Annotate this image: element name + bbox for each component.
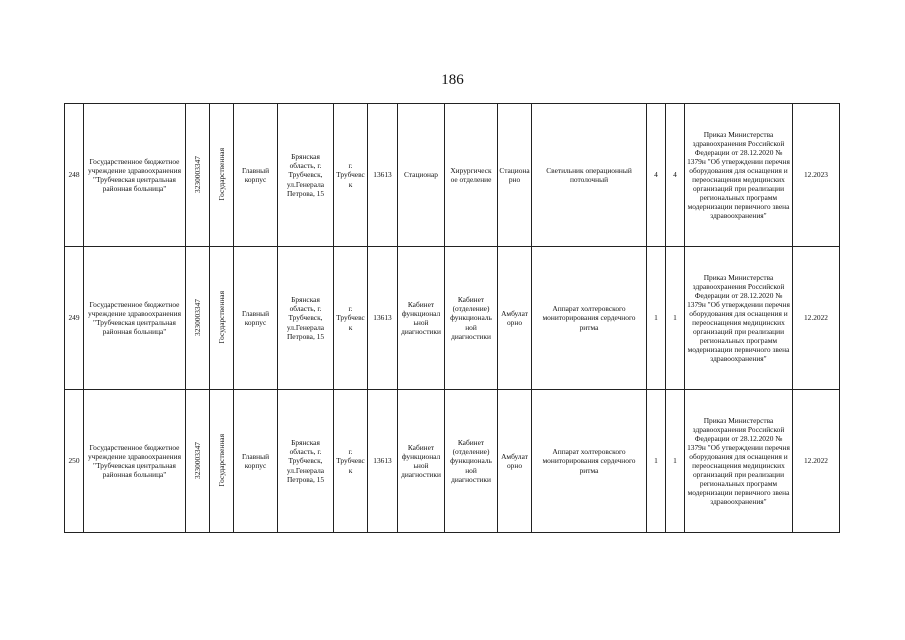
page-number: 186 — [441, 72, 464, 88]
settlement-code: 13613 — [368, 104, 398, 247]
address: Брянская область, г. Трубчевск, ул.Генерала Петрова, 15 — [278, 247, 334, 390]
row-number: 249 — [65, 247, 84, 390]
inn-code: 3230003347 — [192, 155, 202, 193]
quantity-1: 4 — [647, 104, 666, 247]
ownership-type: Государственная — [216, 433, 226, 487]
inn-cell — [186, 247, 210, 390]
due-date: 12.2022 — [793, 390, 840, 533]
quantity-1: 1 — [647, 247, 666, 390]
city: г. Трубчевс к — [334, 390, 368, 533]
row-number: 248 — [65, 104, 84, 247]
city: г. Трубчевс к — [334, 104, 368, 247]
institution-name: Государственное бюджетное учреждение здравоохранения "Трубчевская центральная районная больница" — [84, 390, 186, 533]
ownership-cell — [210, 104, 234, 247]
care-type: Стациона рно — [498, 104, 532, 247]
regulation-order: Приказ Министерства здравоохранения Российской Федерации от 28.12.2020 № 1379н "Об утверждении перечня оборудования для оснащения и переоснащения медицинских организаций при реализации региональных программ модернизации первичного звена здравоохранения" — [685, 104, 793, 247]
building: Главный корпус — [234, 390, 278, 533]
ownership-cell — [210, 247, 234, 390]
quantity-2: 1 — [666, 247, 685, 390]
building: Главный корпус — [234, 247, 278, 390]
inn-cell — [186, 390, 210, 533]
row-number: 250 — [65, 390, 84, 533]
settlement-code: 13613 — [368, 390, 398, 533]
care-type: Амбулат орно — [498, 247, 532, 390]
table-row — [65, 104, 840, 247]
regulation-order: Приказ Министерства здравоохранения Российской Федерации от 28.12.2020 № 1379н "Об утверждении перечня оборудования для оснащения и переоснащения медицинских организаций при реализации региональных программ модернизации первичного звена здравоохранения" — [685, 390, 793, 533]
ownership-type: Государственная — [216, 147, 226, 201]
equipment-name: Светильник операционный потолочный — [532, 104, 647, 247]
settlement-code: 13613 — [368, 247, 398, 390]
institution-name: Государственное бюджетное учреждение здравоохранения "Трубчевская центральная районная больница" — [84, 104, 186, 247]
unit-type: Кабинет функционал ьной диагностики — [398, 247, 445, 390]
ownership-type: Государственная — [216, 290, 226, 344]
ownership-cell — [210, 390, 234, 533]
inn-code: 3230003347 — [192, 298, 202, 336]
inn-code: 3230003347 — [192, 441, 202, 479]
quantity-2: 4 — [666, 104, 685, 247]
institution-name: Государственное бюджетное учреждение здравоохранения "Трубчевская центральная районная больница" — [84, 247, 186, 390]
unit-type: Стационар — [398, 104, 445, 247]
city: г. Трубчевс к — [334, 247, 368, 390]
due-date: 12.2022 — [793, 247, 840, 390]
quantity-2: 1 — [666, 390, 685, 533]
unit-type: Кабинет функционал ьной диагностики — [398, 390, 445, 533]
equipment-name: Аппарат холтеровского мониторирования сердечного ритма — [532, 247, 647, 390]
building: Главный корпус — [234, 104, 278, 247]
regulation-order: Приказ Министерства здравоохранения Российской Федерации от 28.12.2020 № 1379н "Об утверждении перечня оборудования для оснащения и переоснащения медицинских организаций при реализации региональных программ модернизации первичного звена здравоохранения" — [685, 247, 793, 390]
table-row — [65, 247, 840, 390]
address: Брянская область, г. Трубчевск, ул.Генерала Петрова, 15 — [278, 104, 334, 247]
equipment-name: Аппарат холтеровского мониторирования сердечного ритма — [532, 390, 647, 533]
department: Кабинет (отделение) функциональ ной диагностики — [445, 390, 498, 533]
quantity-1: 1 — [647, 390, 666, 533]
department: Хирургическ ое отделение — [445, 104, 498, 247]
table-row — [65, 390, 840, 533]
address: Брянская область, г. Трубчевск, ул.Генерала Петрова, 15 — [278, 390, 334, 533]
department: Кабинет (отделение) функциональ ной диагностики — [445, 247, 498, 390]
care-type: Амбулат орно — [498, 390, 532, 533]
inn-cell — [186, 104, 210, 247]
due-date: 12.2023 — [793, 104, 840, 247]
equipment-table — [64, 103, 840, 533]
